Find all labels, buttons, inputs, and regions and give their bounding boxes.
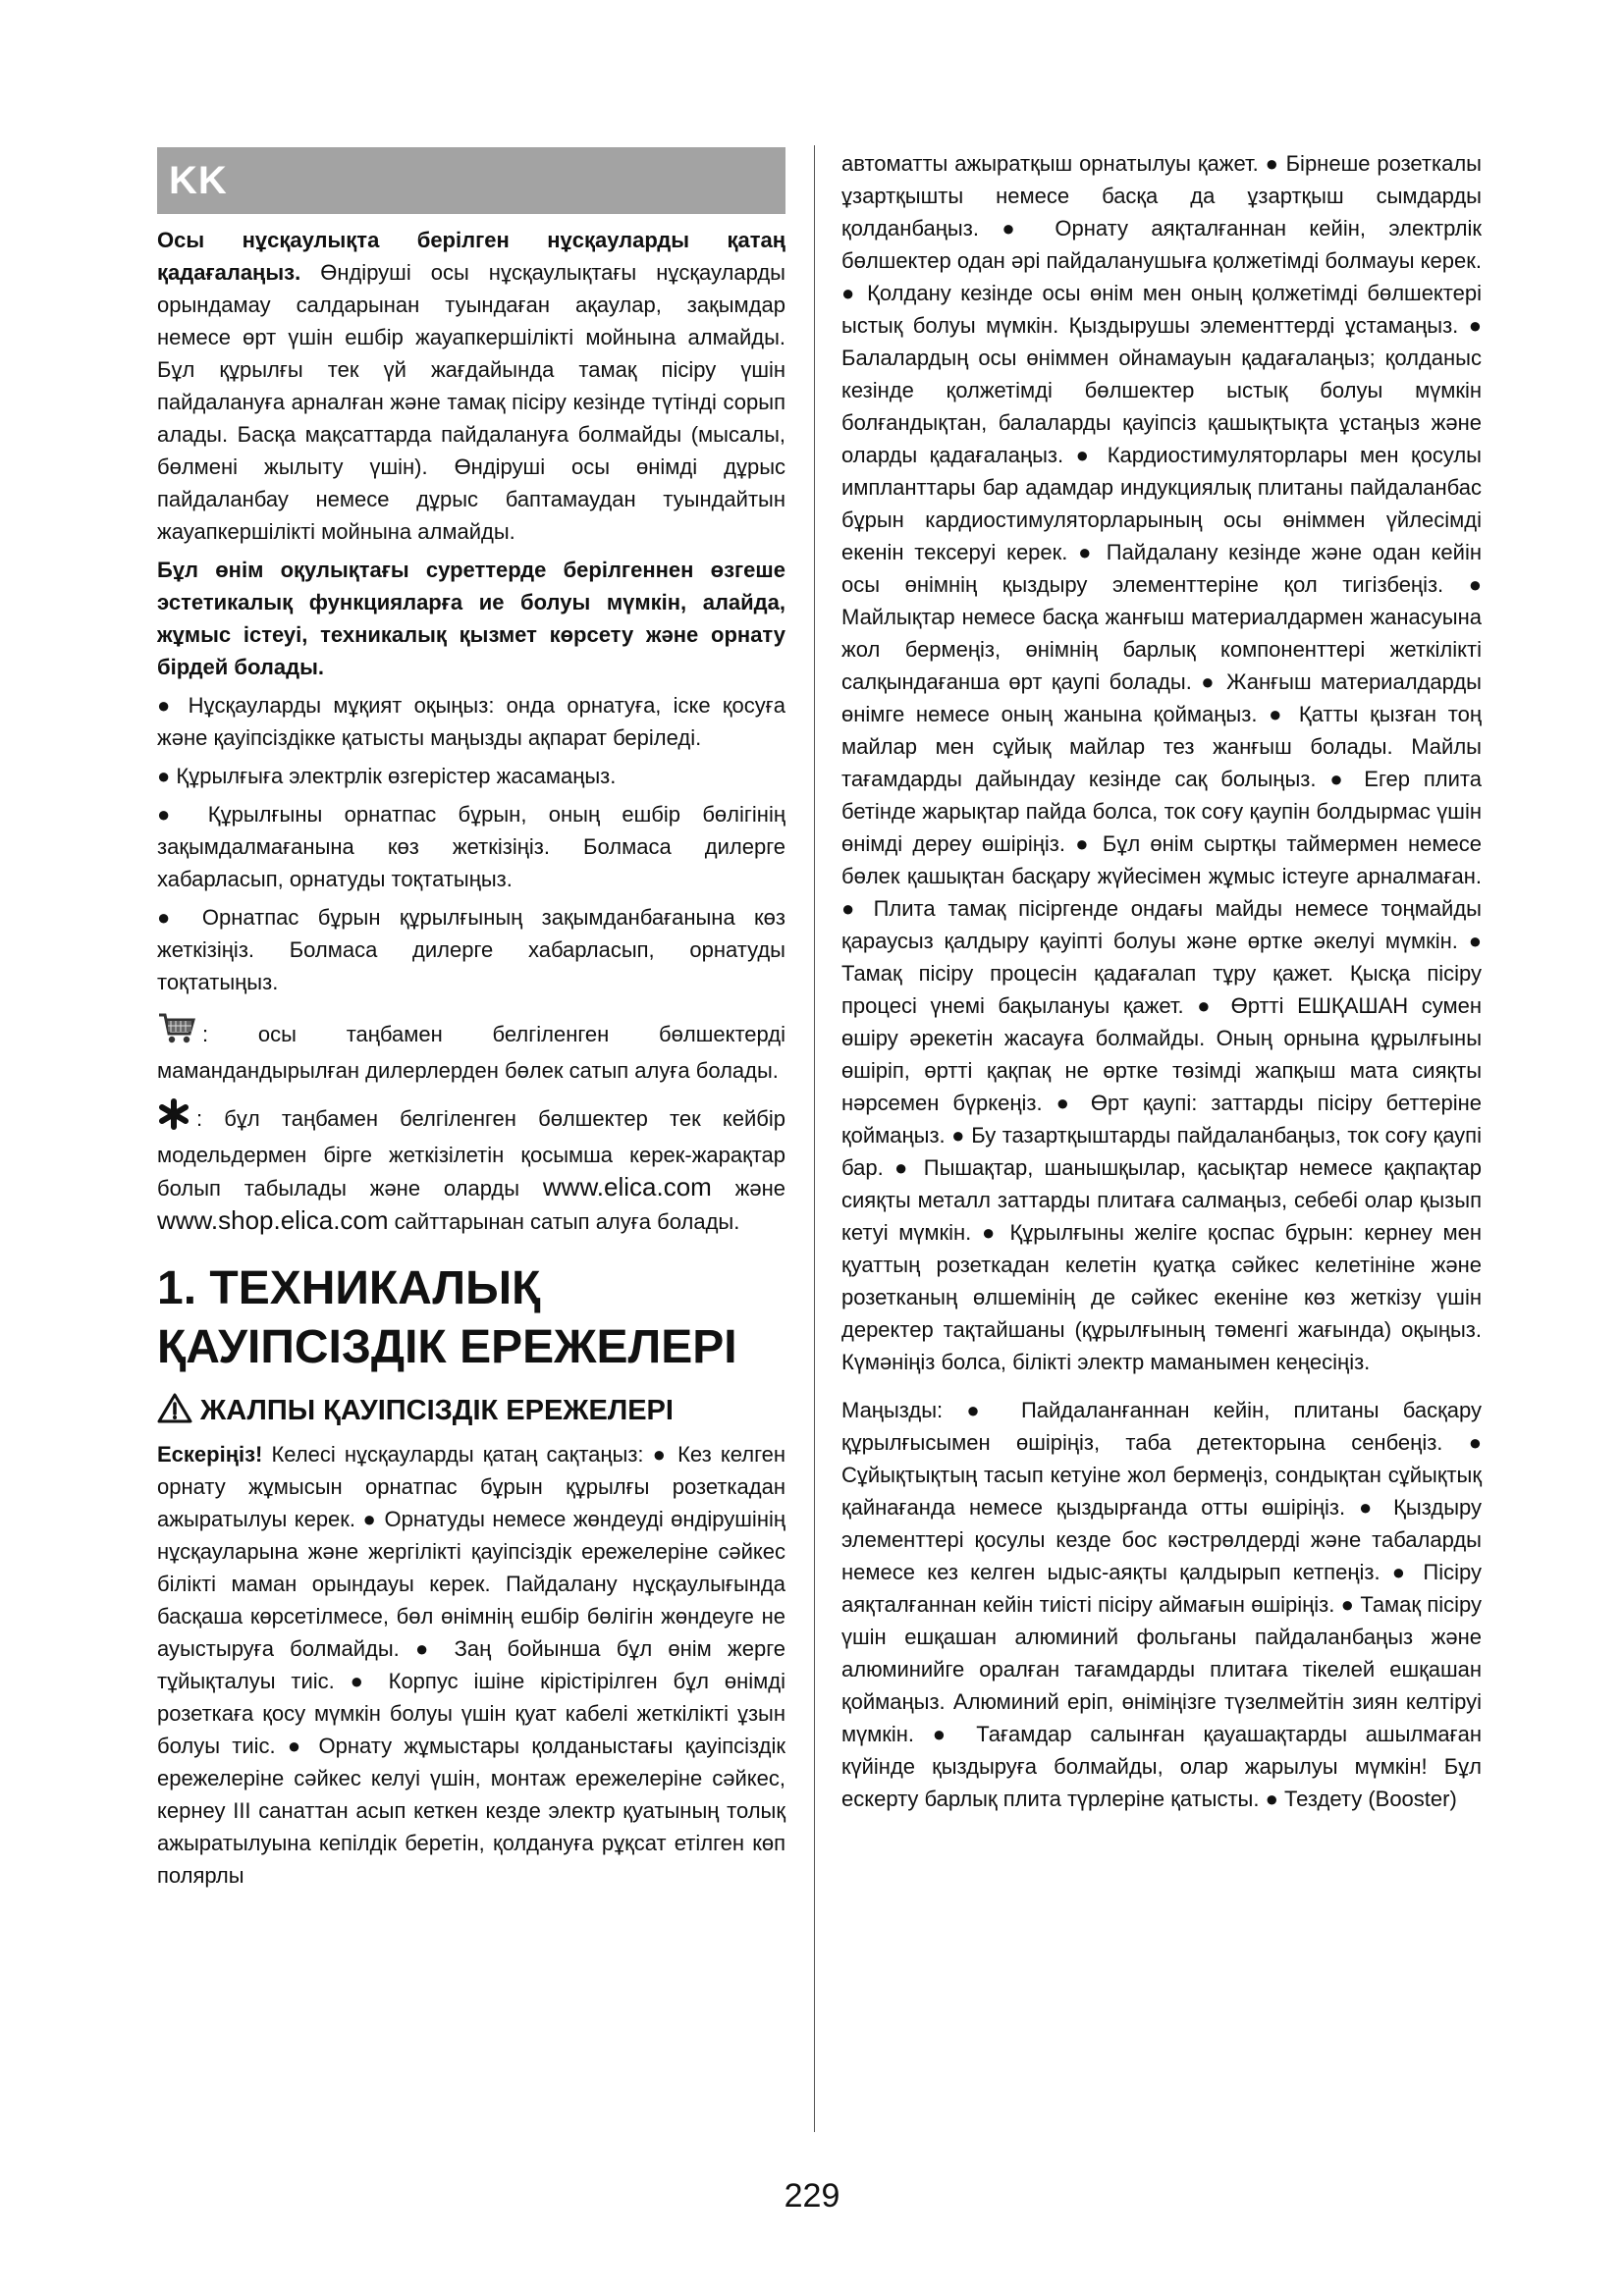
- column-divider: [814, 145, 815, 2132]
- language-code: KK: [169, 158, 228, 202]
- url-elica: www.elica.com: [542, 1172, 712, 1201]
- bullet-no-modifications: ● Құрылғыға электрлік өзгерістер жасамаңыз.: [157, 764, 617, 788]
- subsection-title-text: ЖАЛПЫ ҚАУІПСІЗДІК ЕРЕЖЕЛЕРІ: [200, 1395, 674, 1426]
- star-note-tail: сайттарынан сатып алуға болады.: [394, 1209, 740, 1234]
- general-safety-paragraph: [157, 1438, 785, 1892]
- section-title: 1. ТЕХНИКАЛЫҚ ҚАУІПСІЗДІК ЕРЕЖЕЛЕРІ: [157, 1262, 737, 1373]
- bullet-check-parts: ● Құрылғыны орнатпас бұрын, оның ешбір бөлігінің зақымдалмағанына көз жеткізіңіз. Болмаса дилерге хабарласып, орнатуды тоқтатыңыз.: [157, 802, 785, 891]
- star-note-text: : бұл таңбамен белгіленген бөлшектер тек кейбір модельдермен бірге жеткізілетін қосымша керек-жарақтар болып табылады және оларды: [157, 1106, 785, 1201]
- left-column: [157, 147, 785, 1897]
- shopping-cart-icon: [157, 1010, 196, 1054]
- bullet-check-damage: ● Орнатпас бұрын құрылғының зақымданбағанына көз жеткізіңіз. Болмаса дилерге хабарласып, орнатуды тоқтатыңыз.: [157, 905, 785, 994]
- aesthetic-note: Бұл өнім оқулықтағы суреттерде берілгеннен өзгеше эстетикалық функцияларға ие болуы мүмкін, алайда, жұмыс істеуі, техникалық қызмет көрсету және орнату бірдей болады.: [157, 558, 785, 679]
- right-column: [841, 147, 1482, 1821]
- bullet-read-instructions: ● Нұсқауларды мұқият оқыңыз: онда орнатуға, іске қосуға және қауіпсіздікке қатысты маңызды ақпарат беріледі.: [157, 693, 785, 750]
- url-shop-elica: www.shop.elica.com: [157, 1205, 389, 1235]
- intro-text: Өндіруші осы нұсқаулықтағы нұсқауларды орындамау салдарынан туындаған ақаулар, зақымдар немесе өрт үшін ешбір жауапкершілікті мойнына алмайды. Бұл құрылғы тек үй жағдайында тамақ пісіру үшін пайдалануға арналған және тамақ пісіру кезінде түтінді сорып алады. Басқа мақсаттарда пайдалануға болмайды (мысалы, бөлмені жылыту үшін). Өндіруші осы өнімді дұрыс пайдаланбау немесе дұрыс баптамаудан туындайтын жауапкершілікті мойнына алмайды.: [157, 260, 785, 544]
- cart-note-text: : осы таңбамен белгіленген бөлшектерді мамандандырылған дилерлерден бөлек сатып алуға болады.: [157, 1022, 785, 1083]
- asterisk-icon: [157, 1098, 190, 1139]
- important-paragraph: Маңызды: ● Пайдаланғаннан кейін, плитаны басқару құрылғысымен өшіріңіз, таба детекторына сенбеңіз. ● Сұйықтықтың тасып кетуіне жол бермеңіз, сондықтан сұйықтық қайнағанда немесе қыздырғанда отты өшіріңіз. ● Қыздыру элементтері қосулы кезде бос кәстрөлдерді және табаларды немесе кез келген ыдыс-аяқты қалдырып кетпеңіз. ● Пісіру аяқталғаннан кейін тиісті пісіру аймағын өшіріңіз. ● Тамақ пісіру үшін ешқашан алюминий фольганы пайдаланбаңыз және алюминийге оралған тағамдарды плитаға тікелей ешқашан қоймаңыз. Алюминий еріп, өніміңізге түзелмейтін зиян келтіруі мүмкін. ● Тағамдар салынған қауашақтарды ашылмаған күйінде қыздыруға болмайды, олар жарылуы мүмкін! Бұл ескерту барлық плита түрлеріне қатысты. ● Тездету (Booster): [841, 1398, 1482, 1811]
- cart-note: [157, 1010, 785, 1087]
- page-number: 229: [784, 2177, 840, 2215]
- language-bar: [157, 147, 785, 214]
- intro-bold: Осы нұсқаулықта берілген нұсқауларды қатаң қадағалаңыз.: [157, 228, 785, 285]
- and-word: және: [734, 1176, 785, 1201]
- warning-triangle-icon: [157, 1392, 192, 1434]
- intro-paragraph: [157, 224, 785, 548]
- warning-label: Ескеріңіз!: [157, 1442, 263, 1467]
- star-note: [157, 1098, 785, 1238]
- subsection-title: [157, 1391, 785, 1434]
- general-safety-text: Келесі нұсқауларды қатаң сақтаңыз: ● Кез келген орнату жұмысын орнатпас бұрын құрылғы розеткадан ажыратылуы керек. ● Орнатуды немесе жөндеуді өндірушінің нұсқауларына және жергілікті қауіпсіздік ережелеріне сәйкес білікті маман орындауы керек. Пайдалану нұсқаулығында басқаша көрсетілмесе, бөл өнімнің ешбір бөлігін жөндеуге не ауыстыруға болмайды. ● Заң бойынша бұл өнім жерге тұйықталуы тиіс. ● Корпус ішіне кірістірілген бұл өнімді розеткаға қосу мүмкін болуы үшін қуат кабелі жеткілікті ұзын болуы тиіс. ● Орнату жұмыстары қолданыстағы қауіпсіздік ережелеріне сәйкес келуі үшін, монтаж ережелеріне сәйкес, кернеу III санаттан асып кеткен кезде электр қуатының толық ажыратылуына кепілдік беретін, қолдануға рұқсат етілген көп полярлы: [157, 1442, 785, 1888]
- safety-continued-paragraph: автоматты ажыратқыш орнатылуы қажет. ● Бірнеше розеткалы ұзартқышты немесе басқа да ұзартқыш сымдарды қолданбаңыз. ● Орнату аяқталғаннан кейін, электрлік бөлшектер одан әрі пайдаланушыға қолжетімді болмауы керек. ● Қолдану кезінде осы өнім мен оның қолжетімді бөлшектері ыстық болуы мүмкін. Қыздырушы элементтерді ұстамаңыз. ● Балалардың осы өніммен ойнамауын қадағалаңыз; қолданыс кезінде қолжетімді бөлшектер ыстық болуы мүмкін болғандықтан, балаларды қауіпсіз қашықтықта ұстаңыз және оларды қадағалаңыз. ● Кардиостимуляторлары мен қосулы импланттары бар адамдар индукциялық плитаны пайдаланбас бұрын кардиостимуляторларының осы өніммен үйлесімді екенін тексеруі керек. ● Пайдалану кезінде және одан кейін осы өнімнің қыздыру элементтеріне қол тигізбеңіз. ● Майлықтар немесе басқа жанғыш материалдармен жанасуына жол бермеңіз, өнімнің барлық компоненттері жеткілікті салқындағанша өрт қаупі болады. ● Жанғыш материалдарды өнімге немесе оның жанына қоймаңыз. ● Қатты қызған тоң майлар мен сұйық майлар тез жанғыш болады. Майлы тағамдарды дайындау кезінде сақ болыңыз. ● Егер плита бетінде жарықтар пайда болса, ток соғу қаупін болдырмас үшін өнімді дереу өшіріңіз. ● Бұл өнім сыртқы таймермен немесе бөлек қашықтан басқару жүйесімен жұмыс істеуге арналмаған. ● Плита тамақ пісіргенде ондағы майды немесе тоңмайды қараусыз қалдыру қауіпті болуы және өртке әкелуі мүмкін. ● Тамақ пісіру процесін қадағалап тұру қажет. Қысқа пісіру процесі үнемі бақылануы қажет. ● Өртті ЕШҚАШАН сумен өшіру әрекетін жасауға болмайды. Оның орнына құрылғыны өшіріп, өртті қақпақ не өртке төзімді жапқыш мата сияқты нәрсемен бүркеңіз. ● Өрт қаупі: заттарды пісіру беттеріне қоймаңыз. ● Бу тазартқыштарды пайдаланбаңыз, ток соғу қаупі бар. ● Пышақтар, шанышқылар, қасықтар немесе қақпақтар сияқты металл заттарды плитаға салмаңыз, себебі олар қызып кетуі мүмкін. ● Құрылғыны желіге қоспас бұрын: кернеу мен қуаттың розеткадан келетін қуатқа сәйкес келетініне және розетканың өлшемінің де сәйкес екеніне көз жеткізу үшін деректер тақтайшаны (құрылғының төменгі жағында) оқыңыз. Күмәніңіз болса, білікті электр маманымен кеңесіңіз.: [841, 151, 1482, 1374]
